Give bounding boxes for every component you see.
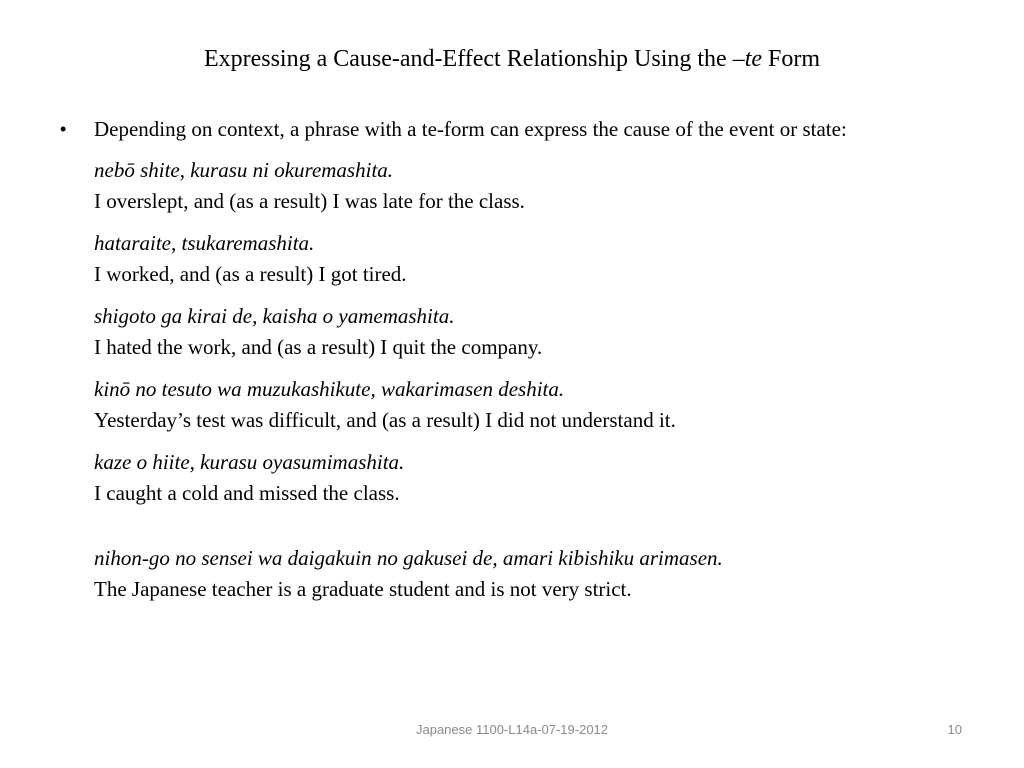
example-3	[94, 301, 994, 363]
example-5	[94, 447, 994, 509]
example-translation: I worked, and (as a result) I got tired.	[94, 262, 407, 286]
slide-footer: Japanese 1100-L14a-07-19-2012	[415, 722, 609, 737]
example-translation: I overslept, and (as a result) I was late for the class.	[94, 189, 525, 213]
example-romaji: shigoto ga kirai de, kaisha o yamemashita.	[94, 304, 455, 328]
title-text-italic: te	[744, 46, 763, 72]
example-6	[94, 543, 994, 605]
title-text-start: Expressing a Cause-and-Effect Relationship Using the –	[203, 46, 745, 72]
example-romaji: kinō no tesuto wa muzukashikute, wakarimasen deshita.	[94, 377, 565, 401]
example-4	[94, 374, 994, 436]
example-translation: I hated the work, and (as a result) I quit the company.	[94, 335, 543, 359]
example-2	[94, 228, 994, 290]
example-romaji: hataraite, tsukaremashita.	[94, 231, 315, 255]
bullet-icon: •	[60, 119, 67, 139]
example-1	[94, 155, 994, 217]
example-translation: Yesterday’s test was difficult, and (as a result) I did not understand it.	[94, 408, 676, 432]
title-text-end: Form	[762, 46, 821, 72]
example-romaji: nebō shite, kurasu ni okuremashita.	[94, 158, 394, 182]
slide-body	[60, 115, 994, 605]
bullet-item	[60, 115, 994, 144]
example-romaji: nihon-go no sensei wa daigakuin no gakusei de, amari kibishiku arimasen.	[94, 546, 723, 570]
example-translation: I caught a cold and missed the class.	[94, 481, 400, 505]
slide-title	[0, 44, 1024, 74]
page-number: 10	[947, 722, 962, 737]
example-translation: The Japanese teacher is a graduate student and is not very strict.	[94, 577, 632, 601]
bullet-text: Depending on context, a phrase with a te-form can express the cause of the event or state:	[94, 117, 847, 141]
example-romaji: kaze o hiite, kurasu oyasumimashita.	[94, 450, 405, 474]
